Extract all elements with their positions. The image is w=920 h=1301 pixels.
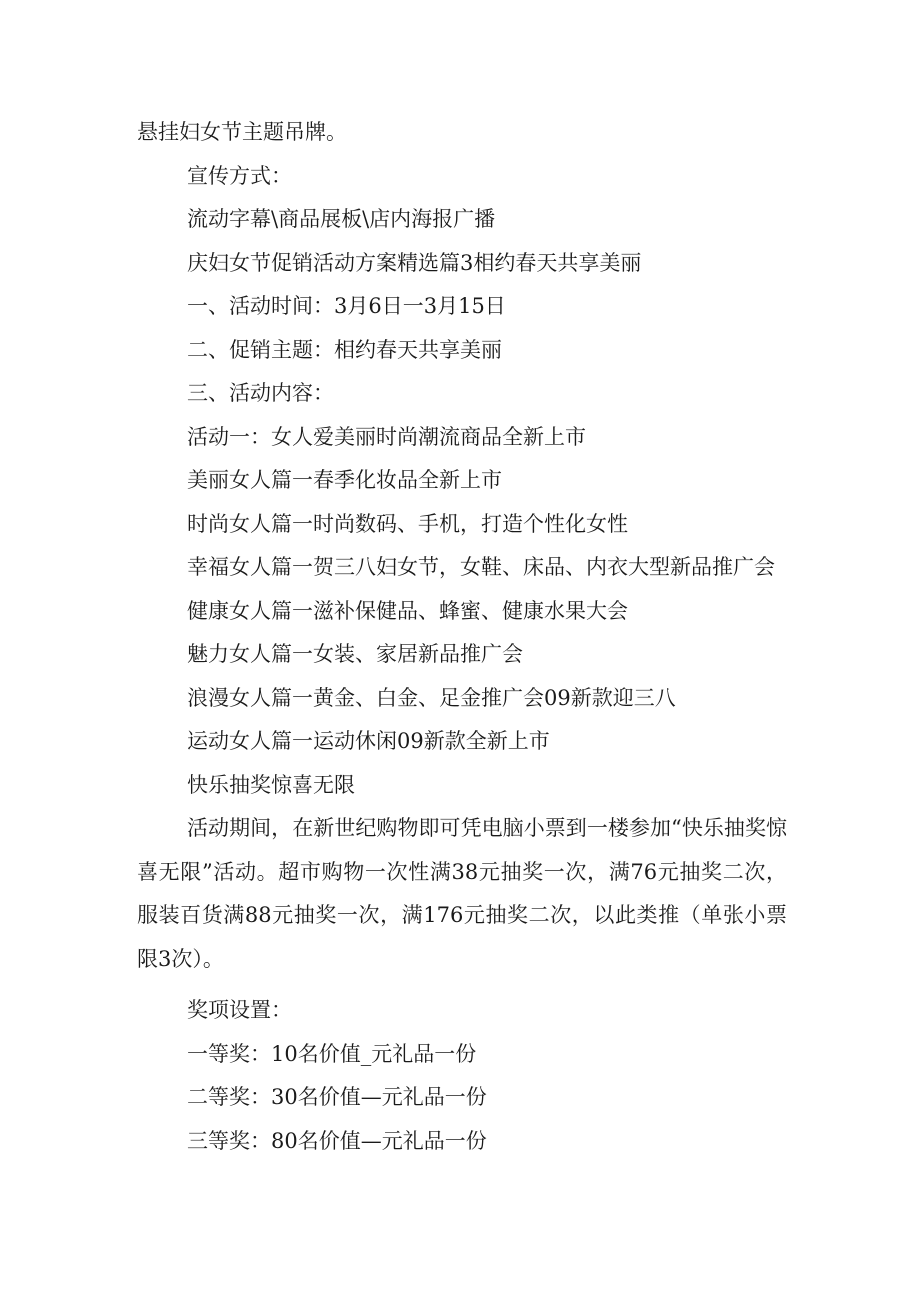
document-body xyxy=(137,111,787,1163)
text-line: 健康女人篇一滋补保健品、蜂蜜、健康水果大会 xyxy=(187,598,628,623)
text-line: 运动女人篇一运动休闲09新款全新上市 xyxy=(187,729,550,753)
text-line: 悬挂妇女节主题吊牌。 xyxy=(137,120,347,144)
spacer xyxy=(137,981,787,989)
prize-item: 三等奖：80名价值—元礼品一份 xyxy=(187,1128,487,1153)
text-line: 快乐抽奖惊喜无限 xyxy=(187,772,355,797)
text-line: 活动一：女人爱美丽时尚潮流商品全新上市 xyxy=(187,424,586,449)
section-heading: 庆妇女节促销活动方案精选篇3相约春天共享美丽 xyxy=(187,250,642,275)
text-line: 魅力女人篇一女装、家居新品推广会 xyxy=(187,642,523,666)
text-line: 美丽女人篇一春季化妆品全新上市 xyxy=(187,468,502,492)
text-line: 流动字幕\商品展板\店内海报广播 xyxy=(187,207,496,231)
text-line: 幸福女人篇一贺三八妇女节，女鞋、床品、内衣大型新品推广会 xyxy=(187,555,775,579)
text-line: 宣传方式： xyxy=(187,163,292,188)
text-line: 三、活动内容： xyxy=(187,381,334,405)
prize-item: 一等奖：10名价值_元礼品一份 xyxy=(187,1041,477,1066)
text-line: 一、活动时间：3月6日一3月15日 xyxy=(187,294,506,318)
text-line: 浪漫女人篇一黄金、白金、足金推广会09新款迎三八 xyxy=(187,685,676,710)
text-line: 时尚女人篇一时尚数码、手机，打造个性化女性 xyxy=(187,511,628,536)
prize-item: 二等奖：30名价值—元礼品一份 xyxy=(187,1085,487,1109)
prizes-heading: 奖项设置： xyxy=(187,998,292,1022)
text-line: 二、促销主题：相约春天共享美丽 xyxy=(187,337,502,362)
lottery-paragraph: 活动期间，在新世纪购物即可凭电脑小票到一楼参加“快乐抽奖惊喜无限”活动。超市购物一次性满38元抽奖一次，满76元抽奖二次，服装百货满88元抽奖一次，满176元抽奖二次，以此类推（单张小票限3次）。 xyxy=(137,816,787,971)
